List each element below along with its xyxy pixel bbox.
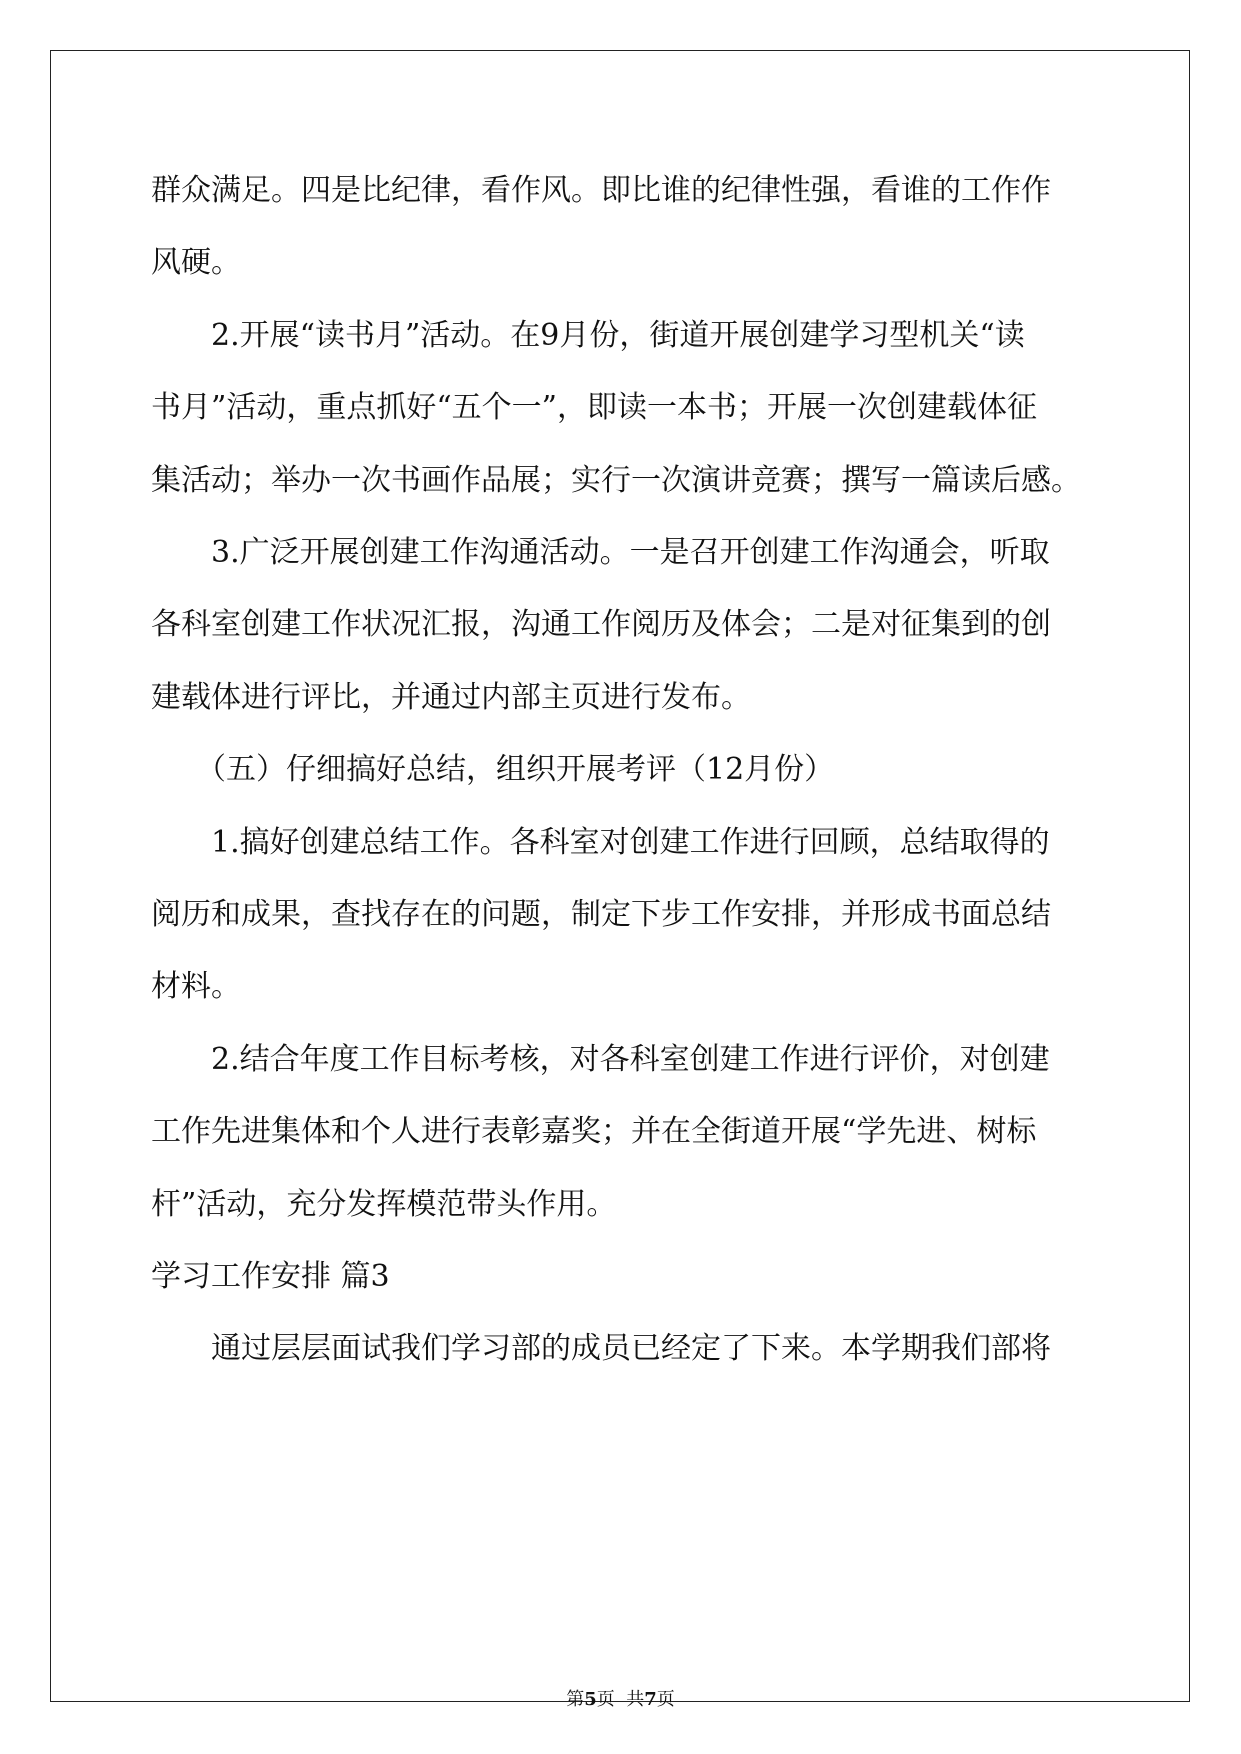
text-line-11: 阅历和成果，查找存在的问题，制定下步工作安排，并形成书面总结 bbox=[151, 897, 1051, 932]
text-line-3: 2.开展“读书月”活动。在9月份，街道开展创建学习型机关“读 bbox=[211, 318, 1025, 353]
page-footer bbox=[0, 1689, 1241, 1711]
text-line-7: 各科室创建工作状况汇报，沟通工作阅历及体会；二是对征集到的创 bbox=[151, 607, 1051, 642]
text-line-4: 书月”活动，重点抓好“五个一”，即读一本书；开展一次创建载体征 bbox=[151, 390, 1038, 425]
article-title: 学习工作安排 篇3 bbox=[151, 1259, 390, 1294]
text-line-15: 杆”活动，充分发挥模范带头作用。 bbox=[151, 1187, 617, 1222]
footer-prefix: 第 bbox=[566, 1689, 585, 1710]
current-page-number: 5 bbox=[584, 1689, 597, 1710]
text-line-10: 1.搞好创建总结工作。各科室对创建工作进行回顾，总结取得的 bbox=[211, 825, 1050, 860]
text-line-13: 2.结合年度工作目标考核，对各科室创建工作进行评价，对创建 bbox=[211, 1042, 1050, 1077]
total-page-number: 7 bbox=[644, 1689, 657, 1710]
text-line-17: 通过层层面试我们学习部的成员已经定了下来。本学期我们部将 bbox=[211, 1331, 1051, 1366]
text-line-12: 材料。 bbox=[151, 969, 241, 1004]
footer-mid: 页 共 bbox=[596, 1689, 645, 1710]
text-line-1: 群众满足。四是比纪律，看作风。即比谁的纪律性强，看谁的工作作 bbox=[151, 173, 1051, 208]
footer-suffix: 页 bbox=[656, 1689, 675, 1710]
text-line-6: 3.广泛开展创建工作沟通活动。一是召开创建工作沟通会，听取 bbox=[211, 535, 1050, 570]
text-line-2: 风硬。 bbox=[151, 245, 241, 280]
section-heading: （五）仔细搞好总结，组织开展考评（12月份） bbox=[196, 752, 835, 787]
text-line-5: 集活动；举办一次书画作品展；实行一次演讲竞赛；撰写一篇读后感。 bbox=[151, 463, 1081, 498]
text-line-14: 工作先进集体和个人进行表彰嘉奖；并在全街道开展“学先进、树标 bbox=[151, 1114, 1037, 1149]
text-line-8: 建载体进行评比，并通过内部主页进行发布。 bbox=[151, 680, 751, 715]
page-border bbox=[50, 50, 1190, 1702]
